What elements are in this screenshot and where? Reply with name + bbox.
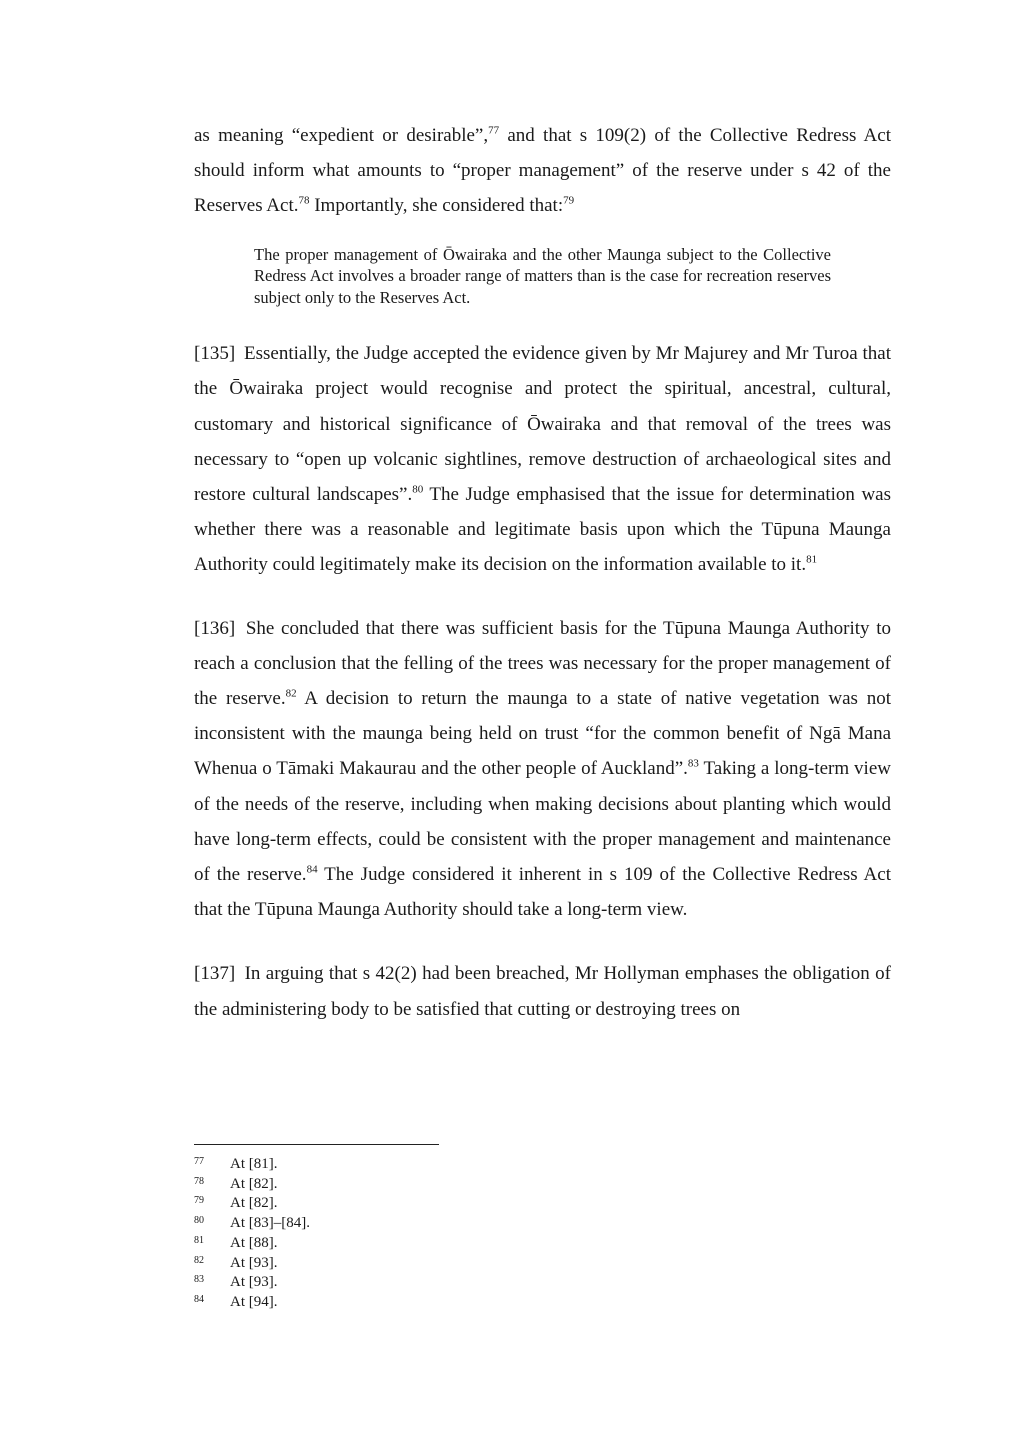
- footnote-text: At [93].: [230, 1274, 278, 1291]
- paragraph-136: [194, 611, 891, 928]
- p135-text-1: Essentially, the Judge accepted the evidence given by Mr Majurey and Mr Turoa that the Ōwairaka project would recognise and protect the spiritual, ancestral, cultural, customary and historical significance of Ōwairaka and that removal of the trees was necessary to “open up volcanic sightlines, remove destruction of archaeological sites and restore cultural landscapes”.: [194, 343, 891, 505]
- footnote-ref-83[interactable]: 83: [687, 758, 699, 771]
- footnote-number: 80: [194, 1215, 204, 1227]
- footnote-item: [194, 1214, 594, 1234]
- paragraph-number-136: [136]: [194, 617, 236, 639]
- footnote-ref-77[interactable]: 77: [488, 124, 500, 137]
- footnote-number: 84: [194, 1293, 204, 1305]
- footnote-item: [194, 1254, 594, 1274]
- footnote-item: [194, 1273, 594, 1293]
- footnote-number: 79: [194, 1195, 204, 1207]
- footnote-item: [194, 1194, 594, 1214]
- footnote-number: 83: [194, 1274, 204, 1286]
- footnote-text: At [94].: [230, 1293, 278, 1310]
- footnote-text: At [93].: [230, 1254, 278, 1271]
- footnote-text: At [82].: [230, 1175, 278, 1192]
- paragraph-number-137: [137]: [194, 963, 236, 985]
- p137-text: In arguing that s 42(2) had been breached, Mr Hollyman emphases the obligation of the administering body to be satisfied that cutting or destroying trees on: [194, 963, 892, 1020]
- footnote-ref-80[interactable]: 80: [412, 483, 424, 496]
- footnote-item: [194, 1175, 594, 1195]
- intro-paragraph: [194, 118, 891, 224]
- footnote-ref-79[interactable]: 79: [563, 195, 575, 208]
- footnote-text: At [82].: [230, 1195, 278, 1212]
- p136-text-1: She concluded that there was sufficient basis for the Tūpuna Maunga Authority to reach a conclusion that the felling of the trees was necessary for the proper management of the reserve.: [194, 617, 891, 709]
- footnote-number: 81: [194, 1234, 204, 1246]
- footnote-number: 77: [194, 1156, 204, 1167]
- block-quote: The proper management of Ōwairaka and the other Maunga subject to the Collective Redress Act involves a broader range of matters than is the case for recreation reserves subject only to the Reserves Act.: [254, 244, 831, 307]
- p136-text-3: Taking a long-term view of the needs of the reserve, including when making decisions about planting which would have long-term effects, could be consistent with the proper management and maintenance of the reserve.: [194, 758, 891, 885]
- footnote-ref-82[interactable]: 82: [285, 687, 297, 700]
- footnote-ref-84[interactable]: 84: [306, 863, 318, 876]
- footnote-item: [194, 1293, 594, 1313]
- paragraph-137: [194, 956, 891, 1026]
- footnote-ref-78[interactable]: 78: [298, 195, 310, 208]
- intro-text-2: and that s 109(2) of the Collective Redress Act should inform what amounts to “proper management” of the reserve under s 42 of the Reserves Act.: [194, 125, 891, 217]
- footnote-text: At [88].: [230, 1234, 278, 1251]
- footnote-text: At [83]–[84].: [230, 1215, 310, 1232]
- footnote-number: 82: [194, 1254, 204, 1266]
- footnote-separator: [194, 1144, 439, 1145]
- p136-text-2: A decision to return the maunga to a state of native vegetation was not inconsistent with the maunga being held on trust “for the common benefit of Ngā Mana Whenua o Tāmaki Makaurau and the other people of Auckland”.: [194, 687, 891, 780]
- paragraph-135: [194, 336, 891, 582]
- paragraph-number-135: [135]: [194, 343, 236, 365]
- footnote-item: [194, 1155, 594, 1175]
- p136-text-4: The Judge considered it inherent in s 109 of the Collective Redress Act that the Tūpuna Maunga Authority should take a long-term view.: [194, 863, 891, 921]
- intro-text-1: as meaning “expedient or desirable”,: [194, 125, 489, 146]
- footnote-text: At [81].: [230, 1156, 278, 1172]
- p135-text-2: The Judge emphasised that the issue for determination was whether there was a reasonable and legitimate basis upon which the Tūpuna Maunga Authority could legitimately make its decision on the information available to it.: [194, 483, 891, 576]
- footnote-ref-81[interactable]: 81: [806, 554, 818, 566]
- footnote-item: [194, 1234, 594, 1254]
- footnotes-list: [194, 1155, 594, 1313]
- judgment-body: [194, 118, 891, 1027]
- intro-text-3: Importantly, she considered that:: [309, 195, 564, 217]
- footnote-number: 78: [194, 1175, 204, 1187]
